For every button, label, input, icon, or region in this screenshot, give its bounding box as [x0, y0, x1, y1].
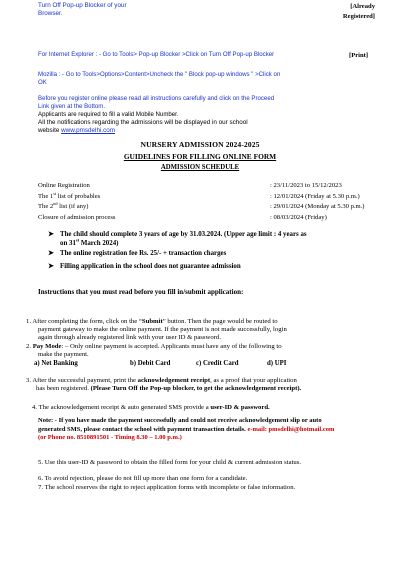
notifications-line2 [38, 127, 338, 135]
step2-num: 2. [26, 343, 33, 350]
pay-option-debit-card: b) Debit Card [130, 360, 171, 367]
age-line2 [60, 237, 380, 249]
first-list-sup: st [53, 190, 57, 196]
pay-option-net-banking: a) Net Banking [34, 360, 78, 367]
step3-pre: 3. After the successful payment, print the [26, 377, 138, 384]
mozilla-line2: OK [38, 79, 47, 87]
step3-line2-pre: has been registered. [36, 385, 91, 393]
second-list-post: list (if any) [57, 203, 89, 210]
note-line1: Note: - If you have made the payment successfully and could not receive acknowledgement slip or auto [38, 417, 322, 424]
age-line2-sup: st [75, 237, 80, 243]
key-point-guarantee [48, 263, 380, 272]
schedule-label-registration: Online Registration [38, 182, 90, 189]
ack-receipt-word: acknowledgement receipt [137, 377, 211, 384]
step3-post: , as a proof that your application [210, 377, 297, 384]
instructions-heading: Instructions that you must read before you fill in/submit application: [38, 288, 244, 296]
step3-line1 [26, 377, 396, 385]
step-6: 6. To avoid rejection, please do not fill up more than one form for a candidate. [38, 475, 248, 482]
schedule-label-first-list [38, 190, 101, 200]
step1-line1 [26, 318, 396, 326]
age-line1: The child should complete 3 years of age by 31.03.2024. (Upper age limit : 4 years as [60, 231, 307, 238]
step1-line3: again through already registered link with your user ID & password. [38, 334, 221, 342]
contact-email: e-mail: pmsdelhi@hotmail.com [247, 425, 335, 433]
mozilla-line1: Mozilla : - Go to Tools>Options>Content>Uncheck the " Block pop-up windows " >Click on [38, 71, 281, 78]
popup-notice-line1: Turn Off Pop-up Blocker of your [38, 2, 127, 9]
step2-line1 [26, 343, 396, 351]
notifications-line2-text: website [38, 127, 62, 135]
step1-post: ” button. Then the page would be routed to [162, 318, 278, 325]
key-point-fee [48, 250, 380, 259]
popup-notice-line2: Browser. [38, 10, 63, 18]
step-1 [26, 318, 396, 343]
schedule-label-closure: Closure of admission process [38, 214, 116, 221]
pay-option-credit-card: c) Credit Card [196, 360, 239, 367]
already-registered-label-2: Registered] [342, 13, 375, 20]
first-list-post: list of probables [56, 193, 101, 200]
step-3 [26, 377, 396, 393]
pay-option-upi: d) UPI [267, 360, 287, 367]
step2-post: : – Only online payment is accepted. Applicants must have any of the following to [61, 343, 282, 350]
step3-line2 [26, 385, 396, 393]
read-instructions-line1: Before you register online please read all instructions carefully and click on the Proceed [38, 95, 275, 102]
pay-mode-label: Pay Mode [32, 343, 62, 350]
contact-phone: (or Phone no. 8510891501 - Timing 8.30 – 1.00 p.m.) [38, 434, 182, 442]
guarantee-text: Filling application in the school does not guarantee admission [60, 263, 241, 270]
admission-title: NURSERY ADMISSION 2024-2025 [140, 140, 260, 149]
step-7: 7. The school reserves the right to reject application forms with incomplete or false information. [38, 484, 296, 491]
age-line2-post: March 2024) [79, 239, 119, 247]
fee-text: The online registration fee Rs. 25/- + transaction charges [60, 250, 227, 257]
second-list-pre: The 2 [38, 203, 54, 210]
payment-note [38, 417, 388, 443]
submit-word: Submit [141, 318, 163, 325]
mobile-number-notice: Applicants are required to fill a valid Mobile Number. [38, 111, 179, 118]
step-5: 5. Use this user-ID & password to obtain the filled form for your child & current admission status. [38, 459, 302, 466]
arrow-bullet-icon: ➤ [48, 231, 54, 238]
already-registered-link[interactable] [330, 2, 375, 22]
note-line2 [38, 426, 388, 435]
step-2 [26, 343, 396, 359]
arrow-bullet-icon: ➤ [48, 263, 54, 270]
schedule-value-second-list: : 29/01/2024 (Monday at 5.30 p.m.) [270, 203, 365, 210]
step4-pre: 4. The acknowledgement receipt & auto generated SMS provide a [32, 404, 211, 411]
schedule-value-closure: : 08/03/2024 (Friday) [270, 214, 327, 221]
popup-blocker-notice [38, 2, 178, 19]
read-instructions-notice [38, 95, 383, 111]
already-registered-label-1: [Already [350, 3, 375, 10]
guidelines-heading: GUIDELINES FOR FILLING ONLINE FORM [123, 152, 277, 161]
arrow-bullet-icon: ➤ [48, 250, 54, 257]
print-link[interactable]: [Print] [349, 52, 369, 59]
schedule-label-second-list [38, 200, 89, 210]
mozilla-popup-instructions [38, 71, 378, 87]
step1-line2: payment gateway to make the online payment. If the payment is not made successfully, login [38, 326, 287, 334]
schedule-heading: ADMISSION SCHEDULE [160, 164, 240, 171]
user-id-password-word: user-ID & password. [210, 404, 270, 411]
notifications-line1: All the notifications regarding the admissions will be displayed in our school [38, 119, 248, 126]
notifications-notice [38, 119, 338, 136]
schedule-value-first-list: : 12/01/2024 (Friday at 5.30 p.m.) [270, 193, 360, 200]
second-list-sup: nd [53, 200, 58, 206]
age-line2-pre: on 31 [60, 239, 76, 247]
school-website-link[interactable]: www.pmsdelhi.com [61, 127, 115, 135]
ie-popup-instructions: For Internet Explorer : - Go to Tools> Pop-up Blocker >Click on Turn Off Pop-up Blocker [38, 51, 275, 58]
popup-reminder: (Please Turn Off the Pop-up blocker, to get the acknowledgement receipt). [90, 385, 302, 393]
key-point-age [48, 231, 380, 248]
first-list-pre: The 1 [38, 193, 54, 200]
step1-pre: 1. After completing the form, click on the “ [26, 318, 142, 325]
note-line2-text: generated SMS, please contact the school with payment transaction details. [38, 425, 248, 433]
read-instructions-line2: Link given at the Bottom. [38, 103, 106, 111]
schedule-value-registration: : 23/11/2023 to 15/12/2023 [270, 182, 342, 189]
step2-line2: make the payment. [38, 351, 89, 359]
step-4 [32, 404, 270, 412]
